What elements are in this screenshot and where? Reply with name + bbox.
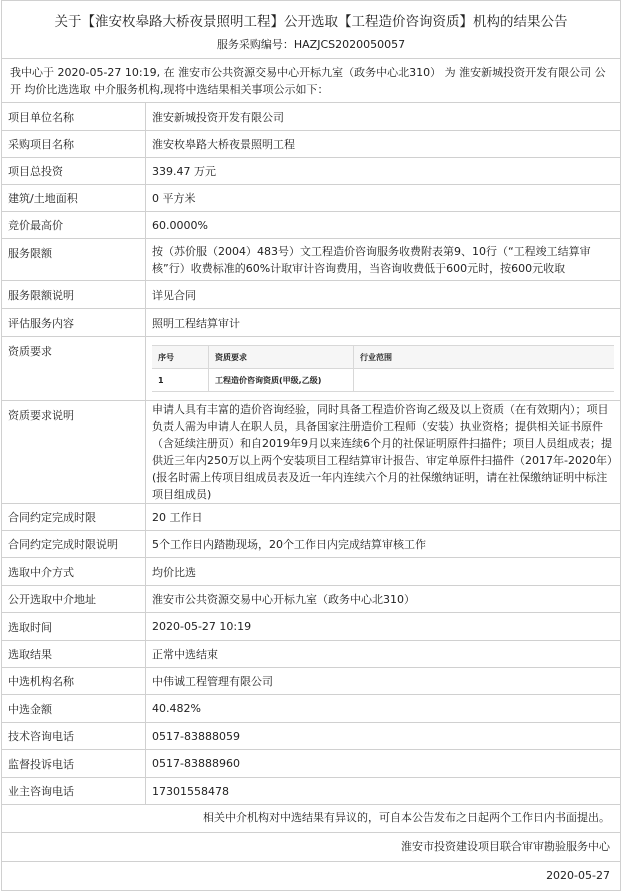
table-row	[2, 586, 620, 613]
table-row	[2, 185, 620, 212]
row-value: 339.47 万元	[146, 158, 621, 185]
header-cell: 序号	[152, 346, 209, 369]
header-cell: 资质要求	[209, 346, 354, 369]
table-row	[2, 750, 620, 778]
result-table	[2, 102, 620, 805]
row-value: 40.482%	[146, 695, 621, 723]
cell	[354, 369, 615, 392]
table-row	[2, 239, 620, 281]
row-label: 服务限额	[2, 239, 146, 281]
table-row	[2, 778, 620, 805]
row-label: 中选机构名称	[2, 668, 146, 695]
row-value: 均价比选	[146, 558, 621, 586]
qualification-row	[152, 369, 614, 392]
row-label: 服务限额说明	[2, 281, 146, 309]
table-row	[2, 131, 620, 158]
table-row	[2, 668, 620, 695]
table-row	[2, 309, 620, 337]
table-row	[2, 504, 620, 531]
row-value: 淮安市公共资源交易中心开标九室（政务中心北310）	[146, 586, 621, 613]
row-label: 评估服务内容	[2, 309, 146, 337]
table-row	[2, 558, 620, 586]
table-row	[2, 337, 620, 401]
table-row	[2, 695, 620, 723]
row-label: 采购项目名称	[2, 131, 146, 158]
procurement-code	[2, 30, 620, 58]
table-row	[2, 401, 620, 504]
row-label: 资质要求说明	[2, 401, 146, 504]
table-row	[2, 641, 620, 668]
issuing-org: 淮安市投资建设项目联合审审勘验服务中心	[2, 832, 620, 861]
row-value: 照明工程结算审计	[146, 309, 621, 337]
row-value: 5个工作日内踏勘现场，20个工作日内完成结算审核工作	[146, 531, 621, 558]
objection-notice: 相关中介机构对中选结果有异议的，可自本公告发布之日起两个工作日内书面提出。	[203, 811, 610, 824]
row-label: 选取结果	[2, 641, 146, 668]
publish-date: 2020-05-27	[2, 861, 620, 890]
row-value: 中伟诚工程管理有限公司	[146, 668, 621, 695]
row-label: 资质要求	[2, 337, 146, 401]
table-row	[2, 531, 620, 558]
row-label: 竞价最高价	[2, 212, 146, 239]
row-value: 0517-83888059	[146, 723, 621, 750]
qualification-table	[152, 345, 614, 392]
table-row	[2, 723, 620, 750]
row-label: 技术咨询电话	[2, 723, 146, 750]
header-cell: 行业范围	[354, 346, 615, 369]
row-value: 按（苏价服（2004）483号）文工程造价咨询服务收费附表第9、10行（“工程竣工结算审核”行）收费标准的60%计取审计咨询费用，当咨询收费低于600元时，按600元收取	[146, 239, 621, 281]
row-label: 建筑/土地面积	[2, 185, 146, 212]
row-value: 淮安新城投资开发有限公司	[146, 103, 621, 131]
row-value: 0517-83888960	[146, 750, 621, 778]
row-value: 淮安枚皋路大桥夜景照明工程	[146, 131, 621, 158]
row-label: 公开选取中介地址	[2, 586, 146, 613]
row-label: 合同约定完成时限说明	[2, 531, 146, 558]
row-value: 60.0000%	[146, 212, 621, 239]
row-value: 详见合同	[146, 281, 621, 309]
code-value: HAZJCS2020050057	[293, 38, 406, 51]
row-label: 项目单位名称	[2, 103, 146, 131]
code-label: 服务采购编号：	[216, 38, 294, 51]
row-value: 2020-05-27 10:19	[146, 613, 621, 641]
cell: 1	[152, 369, 209, 392]
table-row	[2, 158, 620, 185]
row-value: 20 工作日	[146, 504, 621, 531]
row-label: 中选金额	[2, 695, 146, 723]
table-row	[2, 103, 620, 131]
row-label: 选取时间	[2, 613, 146, 641]
qualification-cell	[146, 337, 621, 401]
cell: 工程造价咨询资质(甲级,乙级)	[209, 369, 354, 392]
intro-text: 我中心于 2020-05-27 10:19, 在 淮安市公共资源交易中心开标九室（政务中心北310） 为 淮安新城投资开发有限公司 公开 均价比选选取 中介服务机构,现将中选结果相关事项公示如下：	[2, 58, 620, 102]
row-label: 选取中介方式	[2, 558, 146, 586]
row-value: 0 平方米	[146, 185, 621, 212]
row-value: 正常中选结束	[146, 641, 621, 668]
row-value: 申请人具有丰富的造价咨询经验，同时具备工程造价咨询乙级及以上资质（在有效期内）；项目负责人需为申请人在职人员，具备国家注册造价工程师（安装）执业资格；提供相关证书原件（含延续注册页）和自2019年9月以来连续6个月的社保证明原件扫描件；项目人员组成表；提供近三年内250万以上两个安装项目工程结算审计报告、审定单原件扫描件（2017年-2020年）(报名时需上传项目组成员表及近一年内连续六个月的社保缴纳证明，请在社保缴纳证明中标注项目组成员)	[146, 401, 621, 504]
announcement-page	[1, 0, 621, 891]
table-row	[2, 212, 620, 239]
qualification-header-row	[152, 346, 614, 369]
row-label: 合同约定完成时限	[2, 504, 146, 531]
page-title: 关于【淮安枚皋路大桥夜景照明工程】公开选取【工程造价咨询资质】机构的结果公告	[54, 14, 568, 30]
table-row	[2, 281, 620, 309]
row-label: 项目总投资	[2, 158, 146, 185]
table-row	[2, 613, 620, 641]
row-label: 监督投诉电话	[2, 750, 146, 778]
row-label: 业主咨询电话	[2, 778, 146, 805]
row-value: 17301558478	[146, 778, 621, 805]
